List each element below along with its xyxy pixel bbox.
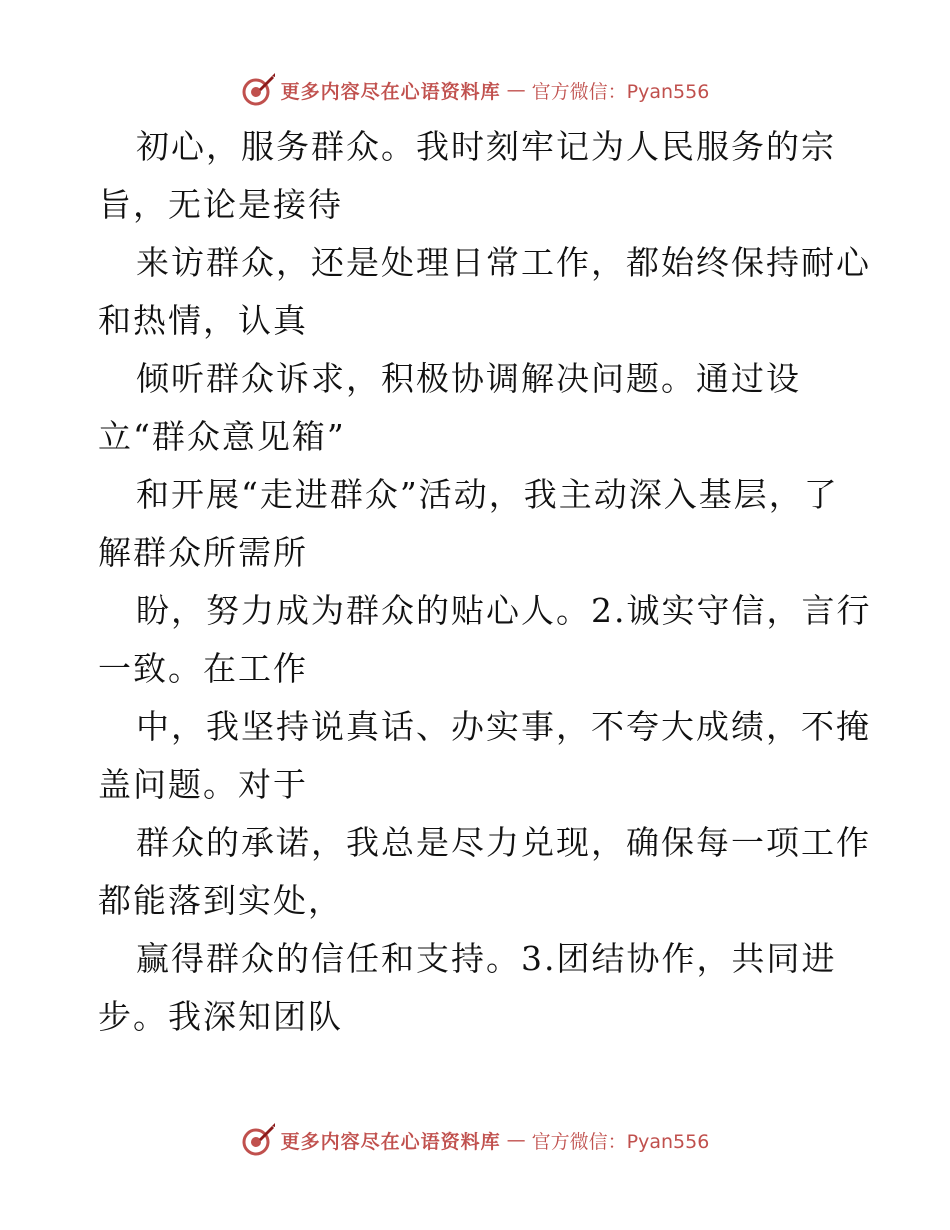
text-line: 初心，服务群众。我时刻牢记为人民服务的宗 <box>136 127 836 166</box>
text-line: 一致。在工作 <box>98 649 308 688</box>
text-line: 和热情，认真 <box>98 301 308 340</box>
text-line: 立“群众意见箱” <box>98 417 346 456</box>
watermark-dash: — <box>506 1129 526 1151</box>
text-line: 都能落到实处， <box>98 881 343 920</box>
text-line: 和开展“走进群众”活动，我主动深入基层，了 <box>136 475 839 514</box>
header-watermark <box>0 70 950 110</box>
pen-globe-logo-icon <box>241 73 275 107</box>
footer-watermark <box>0 1120 950 1160</box>
text-line: 解群众所需所 <box>98 533 308 572</box>
text-line: 旨，无论是接待 <box>98 185 343 224</box>
text-line: 倾听群众诉求，积极协调解决问题。通过设 <box>136 359 801 398</box>
text-line: 盼，努力成为群众的贴心人。2.诚实守信，言行 <box>136 591 872 630</box>
watermark-wechat-text: 官方微信：Pyan556 <box>531 80 710 103</box>
watermark-dash: — <box>506 79 526 101</box>
text-line: 中，我坚持说真话、办实事，不夸大成绩，不掩 <box>136 707 871 746</box>
text-line: 赢得群众的信任和支持。3.团结协作，共同进 <box>136 939 837 978</box>
text-line: 盖问题。对于 <box>98 765 308 804</box>
pen-globe-logo-icon <box>241 1123 275 1157</box>
watermark-brand-text: 更多内容尽在心语资料库 <box>280 80 501 103</box>
document-body <box>98 118 872 1046</box>
watermark-brand-text: 更多内容尽在心语资料库 <box>280 1130 501 1153</box>
text-line: 群众的承诺，我总是尽力兑现，确保每一项工作 <box>136 823 871 862</box>
watermark-wechat-text: 官方微信：Pyan556 <box>531 1130 710 1153</box>
text-line: 来访群众，还是处理日常工作，都始终保持耐心 <box>136 243 871 282</box>
text-line: 步。我深知团队 <box>98 997 343 1036</box>
